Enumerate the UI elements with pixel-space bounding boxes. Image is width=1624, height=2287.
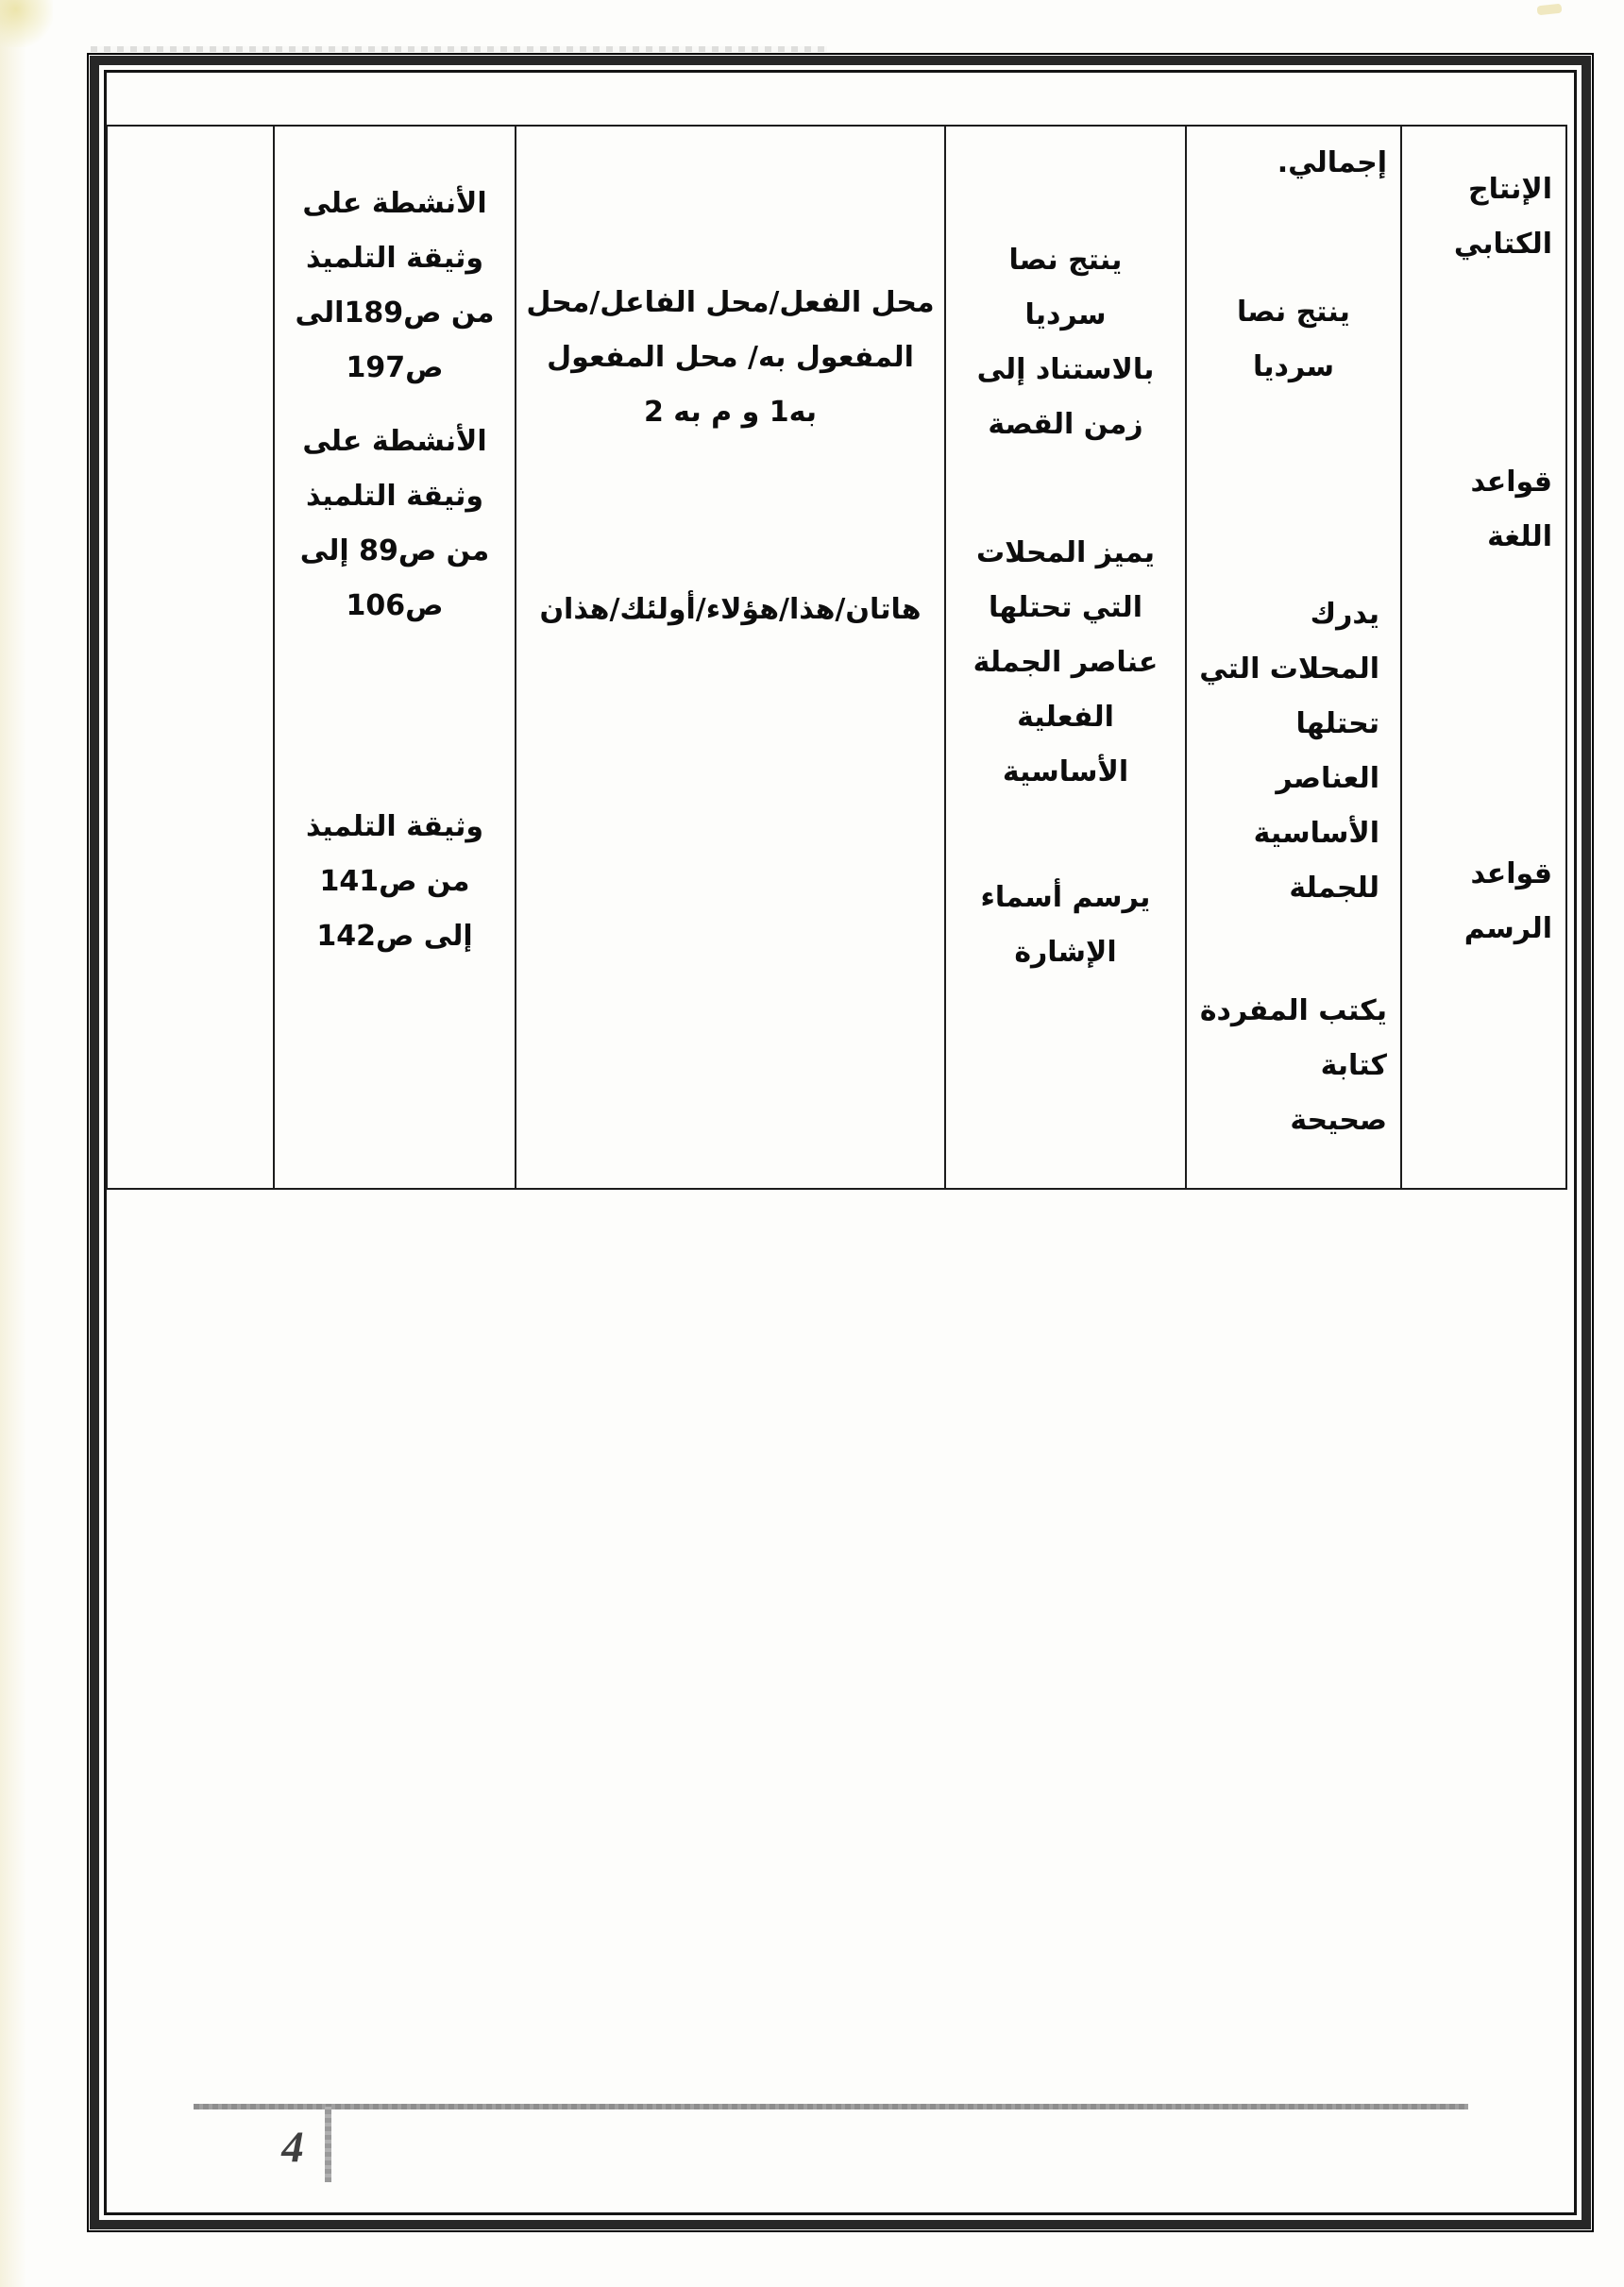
table-row bbox=[107, 126, 1566, 1189]
resource-activities-p189-197: الأنشطة على وثيقة التلميذ من ص189الى ص197 bbox=[295, 187, 495, 384]
footer-divider-bar bbox=[325, 2107, 331, 2182]
resource-document-p141-142: وثيقة التلميذ من ص141 إلى ص142 bbox=[305, 810, 484, 953]
column-content bbox=[516, 126, 945, 1189]
scan-corner-artifact bbox=[0, 0, 53, 47]
column-objectives bbox=[945, 126, 1186, 1189]
page-number: 4 bbox=[281, 2123, 304, 2172]
content-demonstratives-list: هاتان/هذا/هؤلاء/أولئك/هذان bbox=[539, 593, 922, 626]
goal-sentence-elements: يدرك المحلات التي تحتلها العناصر الأساسية للجملة bbox=[1199, 598, 1379, 905]
resource-activities-p89-106: الأنشطة على وثيقة التلميذ من ص89 إلى ص106 bbox=[299, 425, 490, 622]
subject-writing-production: الإنتاج الكتابي bbox=[1453, 173, 1552, 261]
scan-edge-artifact bbox=[0, 0, 26, 2287]
content-grammar-positions: محل الفعل/محل الفاعل/محل المفعول به/ محل المفعول به1 و م به 2 bbox=[526, 286, 935, 429]
subject-spelling-rules: قواعد الرسم bbox=[1463, 857, 1552, 945]
goal-total-label: إجمالي. bbox=[1277, 146, 1387, 179]
footer-rule bbox=[194, 2104, 1468, 2109]
objective-narrative-story-time: ينتج نصا سرديا بالاستناد إلى زمن القصة bbox=[976, 244, 1155, 441]
goal-correct-writing: يكتب المفردة كتابة صحيحة bbox=[1199, 994, 1387, 1137]
column-empty bbox=[107, 126, 274, 1189]
column-subjects bbox=[1401, 126, 1566, 1189]
scan-mark-artifact bbox=[1537, 4, 1563, 16]
objective-distinguish-positions: يميز المحلات التي تحتلها عناصر الجملة الفعلية الأساسية bbox=[973, 536, 1159, 788]
objective-demonstrative-nouns: يرسم أسماء الإشارة bbox=[980, 881, 1151, 969]
column-resources bbox=[274, 126, 516, 1189]
curriculum-table bbox=[106, 125, 1567, 1190]
scan-smudge-artifact bbox=[91, 46, 827, 52]
goal-narrative-text: ينتج نصا سرديا bbox=[1237, 296, 1350, 383]
column-overall-goals bbox=[1186, 126, 1401, 1189]
subject-language-rules: قواعد اللغة bbox=[1470, 466, 1552, 553]
